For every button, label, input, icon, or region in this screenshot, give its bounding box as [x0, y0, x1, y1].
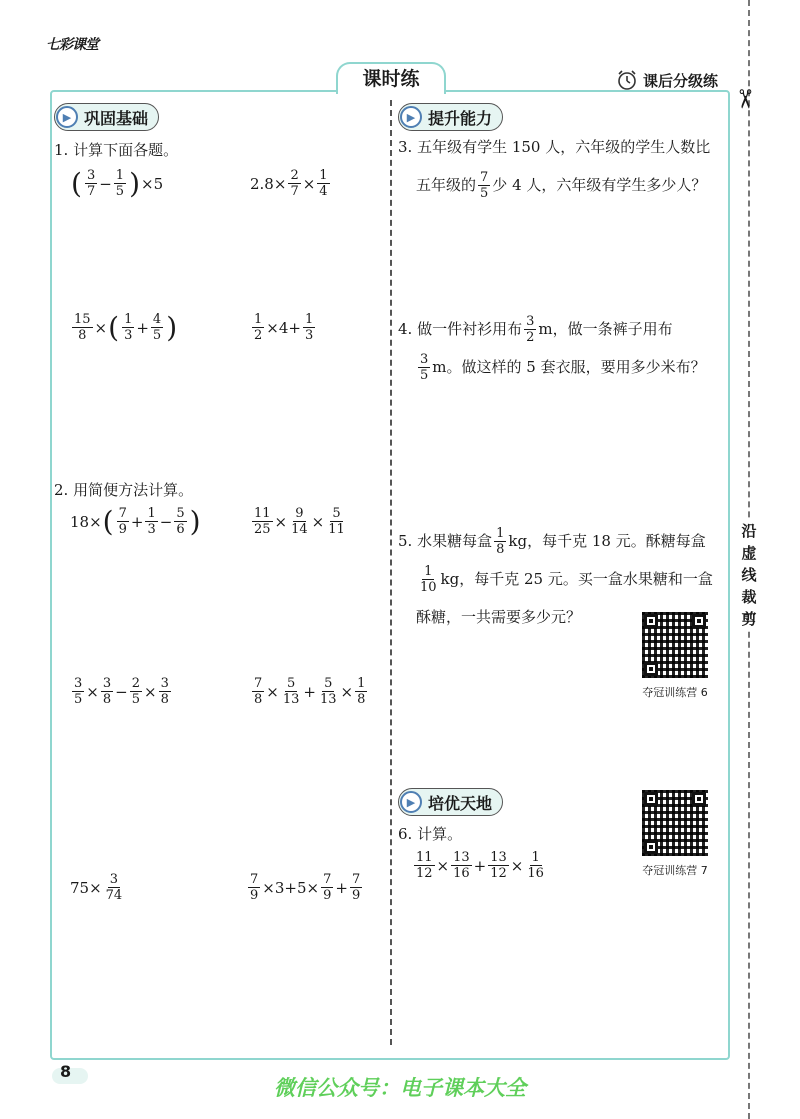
q4-line-1: 4. 做一件衬衫用布 $\frac{3}{2}$ m，做一条裤子用布: [398, 313, 673, 345]
play-icon: ▶: [400, 106, 422, 128]
q2-problem-6: $\frac{7}{9}$ ×3+5× $\frac{7}{9}$ + $\frac{7}{9}$: [250, 872, 361, 903]
play-icon: ▶: [400, 791, 422, 813]
qr-code-icon: [640, 610, 710, 680]
qr-code-6[interactable]: [640, 610, 710, 680]
q6-problem: $\frac{11}{12}$ × $\frac{13}{16}$ + $\frac{13}{12}$ × $\frac{1}{16}$: [416, 850, 544, 881]
alarm-clock-icon: [615, 68, 639, 92]
q1-problem-4: $\frac{1}{2}$ ×4+ $\frac{1}{3}$: [254, 312, 314, 343]
q2-problem-5: 75× $\frac{3}{74}$: [70, 872, 123, 903]
section-title: 巩固基础: [84, 108, 149, 128]
scissors-icon: ✂: [728, 88, 759, 110]
q1-label: 1. 计算下面各题。: [54, 141, 179, 159]
section-title: 培优天地: [428, 793, 493, 813]
q2-problem-3: $\frac{3}{5}$ × $\frac{3}{8}$ − $\frac{2}{5}$ × $\frac{3}{8}$: [74, 676, 169, 707]
q5-line-3: 酥糖，一共需要多少元？: [416, 608, 582, 626]
qr-code-icon: [640, 788, 710, 858]
level-text: 课后分级练: [643, 71, 719, 90]
cut-instruction: [740, 520, 758, 630]
cut-char: 虚: [741, 544, 757, 562]
cut-char: 沿: [741, 522, 757, 540]
cut-char: 剪: [741, 610, 757, 628]
brand-logo: 七彩课堂: [46, 37, 98, 53]
qr-code-7[interactable]: [640, 788, 710, 858]
play-icon: ▶: [56, 106, 78, 128]
q2-problem-2: $\frac{11}{25}$ × $\frac{9}{14}$ × $\frac{5}{11}$: [254, 506, 345, 537]
page-title: 课时练: [336, 62, 446, 94]
q4-line-2: $\frac{3}{5}$ m。做这样的 5 套衣服，要用多少米布？: [420, 351, 706, 383]
q2-problem-1: 18× ( $\frac{7}{9}$ + $\frac{1}{3}$ − $\frac{5}{6}$ ): [70, 504, 201, 538]
q5-line-2: $\frac{1}{10}$ kg，每千克 25 元。买一盒水果糖和一盒: [420, 563, 713, 595]
q6-label: 6. 计算。: [398, 825, 463, 843]
level-label: [615, 68, 718, 92]
column-divider: [390, 100, 392, 1045]
qr-label-7: 夺冠训练营 7: [642, 864, 708, 877]
cut-char: 裁: [741, 588, 757, 606]
q5-line-1: 5. 水果糖每盒 $\frac{1}{8}$ kg，每千克 18 元。酥糖每盒: [398, 525, 706, 557]
section-tag-improve: [398, 103, 503, 131]
section-title: 提升能力: [428, 108, 493, 128]
cut-char: 线: [741, 566, 757, 584]
section-tag-basic: [54, 103, 159, 131]
section-tag-excel: [398, 788, 503, 816]
qr-label-6: 夺冠训练营 6: [642, 686, 708, 699]
footer-watermark: 微信公众号：电子课本大全: [274, 1076, 526, 1100]
page-number: 8: [60, 1062, 72, 1081]
q3-line-1: 3. 五年级有学生 150 人，六年级的学生人数比: [398, 138, 711, 156]
q1-problem-3: $\frac{15}{8}$ × ( $\frac{1}{3}$ + $\frac{4}{5}$ ): [74, 310, 178, 344]
question-3: [398, 128, 732, 204]
q3-line-2: 五年级的 $\frac{7}{5}$ 少 4 人，六年级有学生多少人？: [416, 169, 707, 201]
q1-problem-2: 2.8× $\frac{2}{7}$ × $\frac{1}{4}$: [250, 168, 328, 199]
q2-label: 2. 用简便方法计算。: [54, 481, 194, 499]
q2-problem-4: $\frac{7}{8}$ × $\frac{5}{13}$ + $\frac{5}{13}$ × $\frac{1}{8}$: [254, 676, 366, 707]
question-4: [398, 310, 732, 386]
q1-problem-1: ( $\frac{3}{7}$ − $\frac{1}{5}$ ) ×5: [71, 166, 164, 200]
